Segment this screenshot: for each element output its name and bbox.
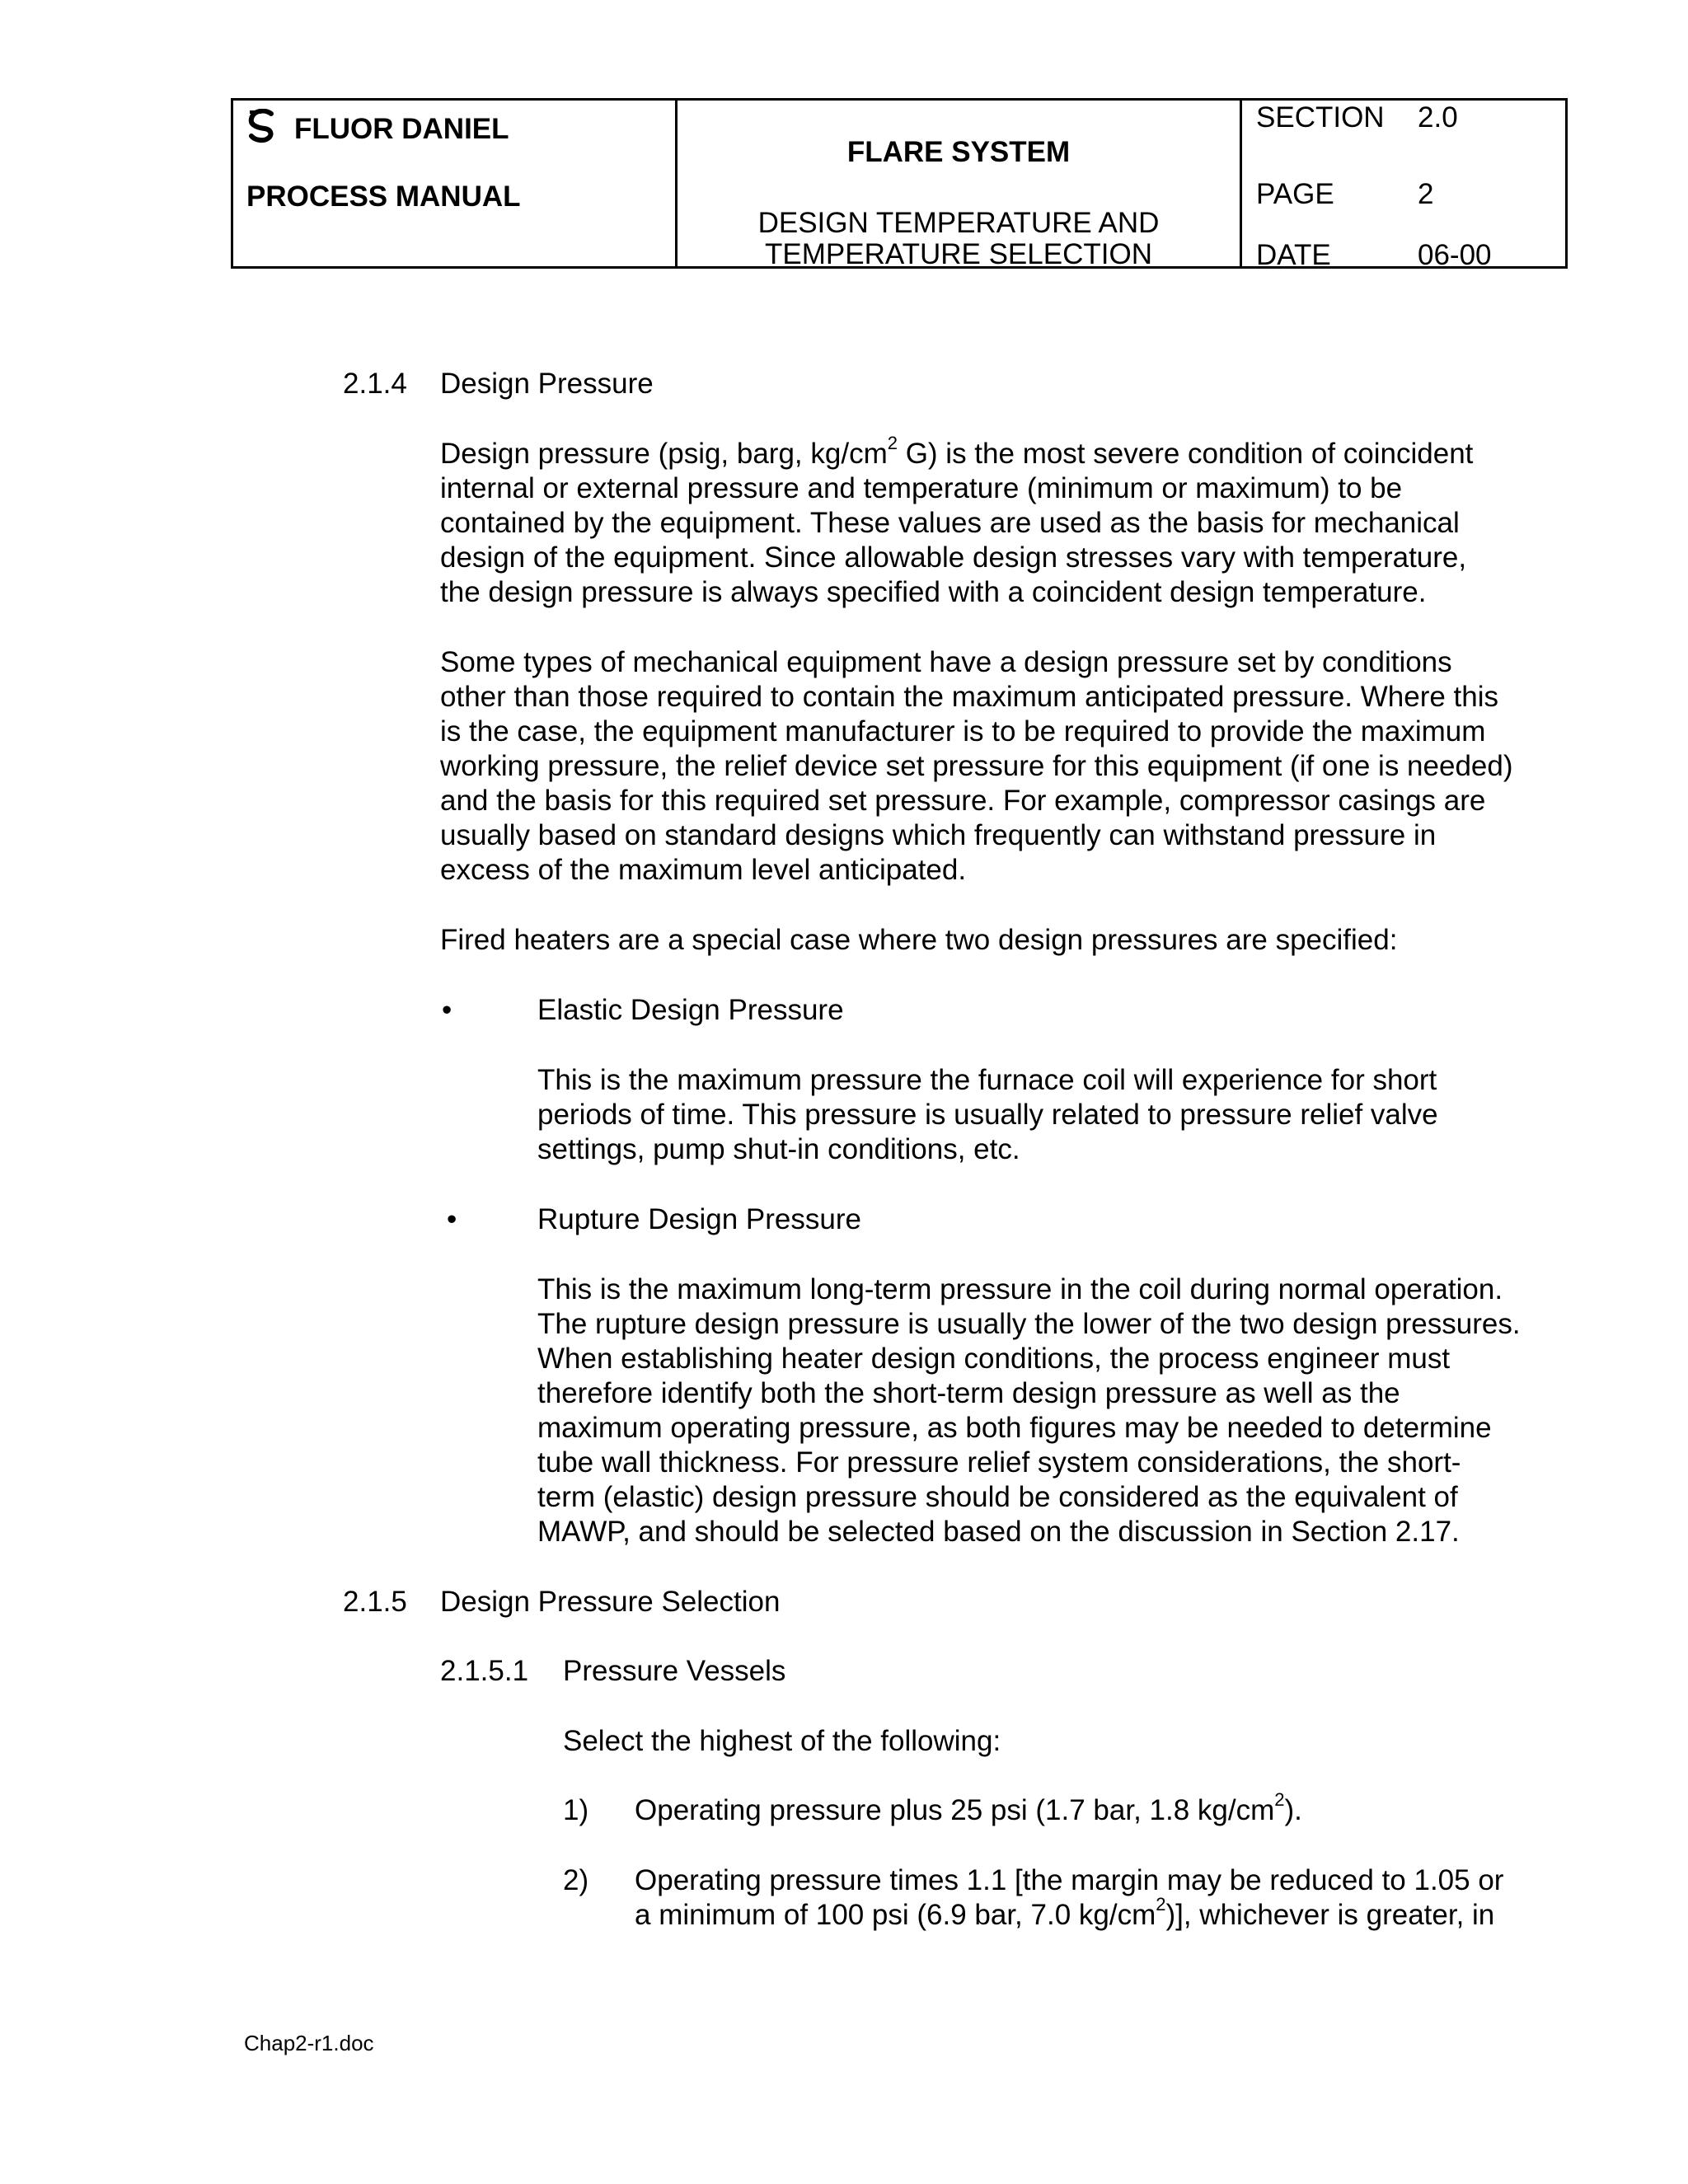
paragraph-line: is the case, the equipment manufacturer is to be required to provide the maximum	[440, 715, 1486, 748]
fluor-daniel-logo-icon	[246, 109, 279, 145]
section-number-2-1-5: 2.1.5	[343, 1586, 407, 1618]
paragraph-line: Some types of mechanical equipment have a design pressure set by conditions	[440, 646, 1452, 678]
paragraph-line: The rupture design pressure is usually the lower of the two design pressures.	[537, 1308, 1521, 1340]
paragraph-line: When establishing heater design conditions, the process engineer must	[537, 1343, 1451, 1375]
paragraph-line: This is the maximum pressure the furnace coil will experience for short	[537, 1064, 1437, 1096]
page-value: 2	[1418, 178, 1434, 210]
paragraph-line: periods of time. This pressure is usually related to pressure relief valve	[537, 1099, 1438, 1131]
bullet-icon: •	[447, 1203, 457, 1235]
paragraph-line: Select the highest of the following:	[563, 1725, 1001, 1757]
paragraph-line: MAWP, and should be selected based on the discussion in Section 2.17.	[537, 1516, 1460, 1548]
page-label: PAGE	[1256, 178, 1334, 210]
date-value: 06-00	[1418, 239, 1492, 271]
list-item-1: Operating pressure plus 25 psi (1.7 bar, 1.8 $kg/cm^2$).	[635, 1789, 1302, 1826]
date-label: DATE	[1256, 239, 1331, 271]
bullet-title-elastic: Elastic Design Pressure	[537, 994, 844, 1026]
bullet-icon: •	[442, 994, 452, 1026]
manual-name: PROCESS MANUAL	[246, 180, 521, 213]
section-label: SECTION	[1256, 101, 1385, 134]
paragraph-line: excess of the maximum level anticipated.	[440, 854, 967, 886]
paragraph-line: maximum operating pressure, as both figures may be needed to determine	[537, 1412, 1492, 1444]
paragraph-line: internal or external pressure and temperature (minimum or maximum) to be	[440, 472, 1403, 504]
paragraph-line: This is the maximum long-term pressure in the coil during normal operation.	[537, 1273, 1503, 1305]
paragraph-line: Fired heaters are a special case where two design pressures are specified:	[440, 924, 1398, 956]
company-name: FLUOR DANIEL	[294, 113, 509, 145]
paragraph-line: and the basis for this required set pressure. For example, compressor casings are	[440, 785, 1486, 817]
subsection-number-2-1-5-1: 2.1.5.1	[440, 1655, 529, 1687]
header-subtitle-2: TEMPERATURE SELECTION	[765, 238, 1152, 270]
paragraph-line: term (elastic) design pressure should be considered as the equivalent of	[537, 1481, 1458, 1513]
section-title-design-pressure-selection: Design Pressure Selection	[440, 1586, 781, 1618]
paragraph-line: usually based on standard designs which frequently can withstand pressure in	[440, 819, 1437, 851]
header-title: FLARE SYSTEM	[846, 136, 1071, 168]
header-divider-2	[1240, 101, 1242, 266]
paragraph-line: the design pressure is always specified with a coincident design temperature.	[440, 576, 1427, 608]
footer-filename: Chap2-r1.doc	[244, 2031, 374, 2055]
section-value: 2.0	[1418, 101, 1458, 134]
paragraph-line: working pressure, the relief device set pressure for this equipment (if one is needed)	[440, 750, 1513, 782]
list-number-2: 2)	[563, 1864, 589, 1896]
paragraph-line: other than those required to contain the maximum anticipated pressure. Where this	[440, 681, 1499, 713]
paragraph-line: contained by the equipment. These values are used as the basis for mechanical	[440, 507, 1460, 539]
section-title-design-pressure: Design Pressure	[440, 368, 654, 400]
list-item-2-line-2: a minimum of 100 psi (6.9 bar, 7.0 $kg/cm^2$)], whichever is greater, in	[635, 1894, 1495, 1931]
list-number-1: 1)	[563, 1794, 589, 1826]
paragraph-line: settings, pump shut-in conditions, etc.	[537, 1133, 1020, 1165]
paragraph-line: Design pressure (psig, barg, $kg/cm^2$ G) is the most severe condition of coincident	[440, 433, 1474, 470]
section-number-2-1-4: 2.1.4	[343, 368, 407, 400]
list-item-2-line-1: Operating pressure times 1.1 [the margin may be reduced to 1.05 or	[635, 1864, 1504, 1896]
header-subtitle-1: DESIGN TEMPERATURE AND	[757, 207, 1160, 239]
document-header	[231, 98, 1568, 269]
paragraph-line: tube wall thickness. For pressure relief system considerations, the short-	[537, 1446, 1461, 1479]
subsection-title-pressure-vessels: Pressure Vessels	[563, 1655, 786, 1687]
bullet-title-rupture: Rupture Design Pressure	[537, 1203, 861, 1235]
paragraph-line: design of the equipment. Since allowable design stresses vary with temperature,	[440, 541, 1467, 574]
paragraph-line: therefore identify both the short-term design pressure as well as the	[537, 1377, 1400, 1409]
